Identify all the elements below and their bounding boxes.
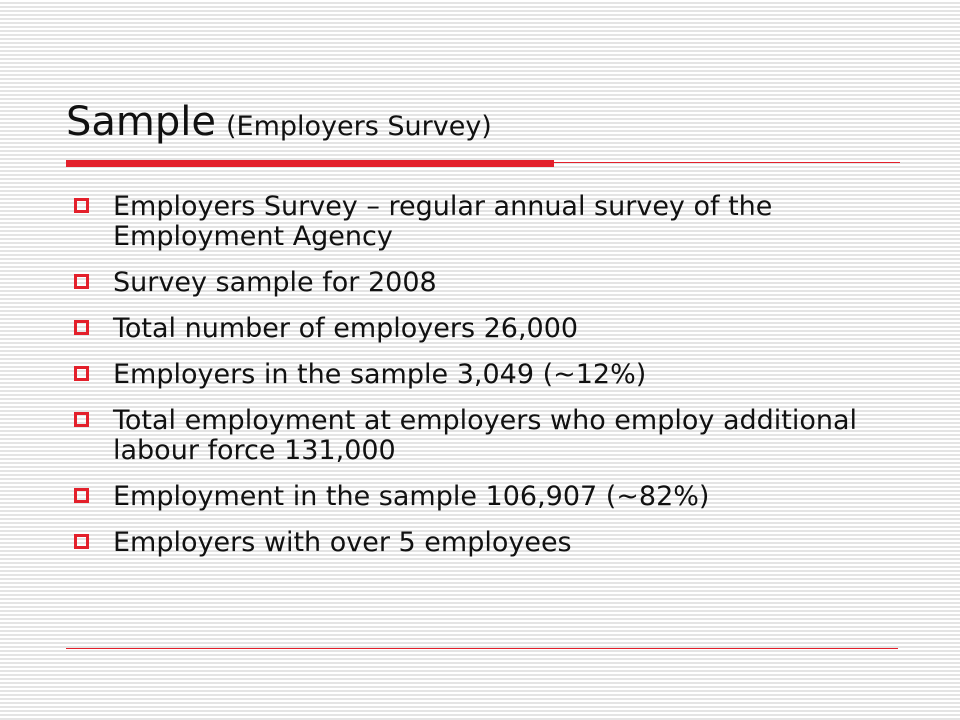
title-main: Sample — [66, 99, 216, 145]
title-underline-thick — [66, 160, 554, 167]
hollow-square-icon — [74, 488, 89, 503]
bullet-item — [74, 192, 904, 252]
hollow-square-icon — [74, 274, 89, 289]
footer-rule — [66, 648, 898, 649]
hollow-square-icon — [74, 412, 89, 427]
bullet-text: Employers with over 5 employees — [113, 527, 572, 558]
hollow-square-icon — [74, 534, 89, 549]
bullet-text: Total employment at employers who employ additional labour force 131,000 — [113, 405, 858, 466]
slide-title — [66, 99, 492, 145]
hollow-square-icon — [74, 198, 89, 213]
title-subtitle: (Employers Survey) — [225, 111, 492, 142]
bullet-item — [74, 268, 904, 298]
hollow-square-icon — [74, 320, 89, 335]
bullet-text: Survey sample for 2008 — [113, 267, 437, 298]
bullet-text: Total number of employers 26,000 — [113, 313, 579, 344]
bullet-item — [74, 528, 904, 558]
hollow-square-icon — [74, 366, 89, 381]
title-underline-thin — [554, 162, 900, 163]
bullet-text: Employers Survey – regular annual survey of the Employment Agency — [113, 191, 773, 252]
bullet-item — [74, 406, 904, 466]
bullet-item — [74, 360, 904, 390]
bullet-text: Employment in the sample 106,907 (~82%) — [113, 481, 710, 512]
bullet-item — [74, 482, 904, 512]
bullet-list — [74, 192, 904, 574]
bullet-item — [74, 314, 904, 344]
bullet-text: Employers in the sample 3,049 (~12%) — [113, 359, 647, 390]
